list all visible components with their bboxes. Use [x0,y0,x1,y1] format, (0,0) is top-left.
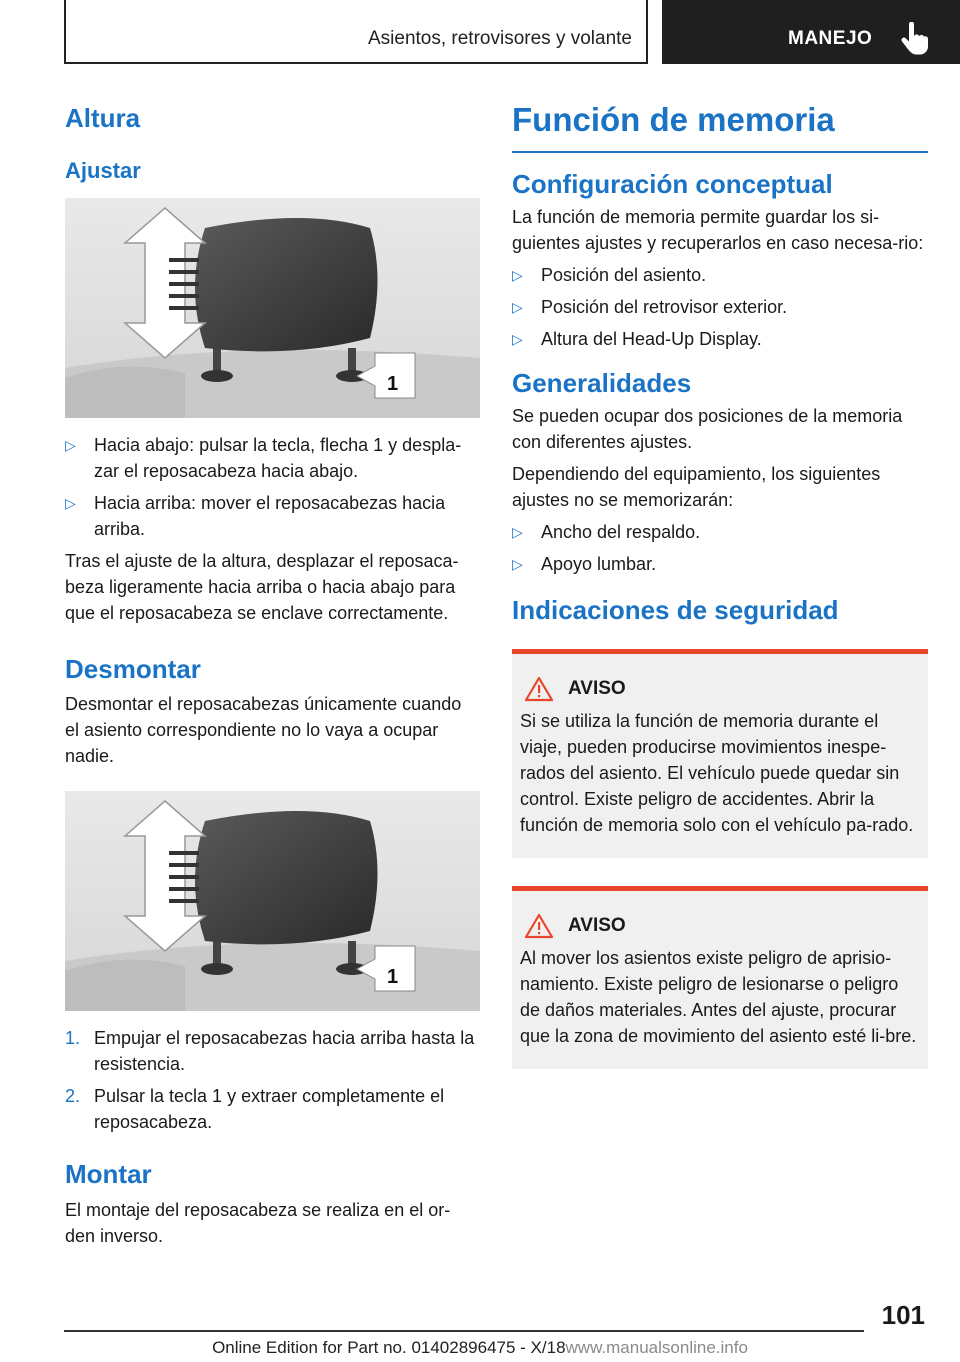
warning-title: AVISO [520,676,918,702]
triangle-right-icon: ▷ [512,556,523,573]
list-item: 1. Empujar el reposacabezas hacia arriba hasta la resistencia. [65,1028,475,1075]
concept-text: La función de memoria permite guardar los si‐guientes ajustes y recuperarlos en caso necesa‐rio: [512,207,924,254]
triangle-right-icon: ▷ [65,437,76,454]
heading-divider [512,151,928,153]
general-text-2: Dependiendo del equipamiento, los siguientes ajustes no se memorizarán: [512,464,881,511]
headrest-illustration-2 [65,791,480,1011]
headrest-illustration-1 [65,198,480,418]
triangle-right-icon: ▷ [512,331,523,348]
concept-bullet-list [512,262,928,352]
header-subtitle: Asientos, retrovisores y volante [367,28,632,49]
general-text-1: Se pueden ocupar dos posiciones de la memoria con diferentes ajustes. [512,406,903,453]
section-heading-montar: Montar [65,1159,152,1190]
hand-pointer-icon [898,22,928,56]
list-item: ▷ Posición del asiento. [512,262,928,288]
section-heading-generalidades: Generalidades [512,368,692,399]
headrest-figure-remove [65,791,480,1011]
list-item: ▷ Hacia arriba: mover el reposacabezas hacia arriba. [65,490,480,542]
subheading-ajustar: Ajustar [65,158,141,184]
list-item: ▷ Apoyo lumbar. [512,551,928,577]
section-heading-altura: Altura [65,103,141,133]
desmontar-text: Desmontar el reposacabezas únicamente cuando el asiento correspondiente no lo vaya a ocupar nadie. [65,694,462,767]
montar-text: El montaje del reposacabeza se realiza en el or‐den inverso. [65,1199,451,1246]
left-column [65,95,480,1249]
section-heading-desmontar: Desmontar [65,654,201,685]
header-chapter-tab [64,0,648,64]
warning-box [512,649,928,858]
adjust-bullet-list [65,432,480,542]
adjust-note: Tras el ajuste de la altura, desplazar el reposaca‐beza ligeramente hacia arriba o hacia abajo para que el reposacabeza se enclave correctamente. [65,551,459,624]
headrest-figure-adjust [65,198,480,418]
list-item: ▷ Posición del retrovisor exterior. [512,294,928,320]
triangle-right-icon: ▷ [512,524,523,541]
triangle-right-icon: ▷ [65,495,76,512]
chapter-heading-memoria: Función de memoria [512,101,835,138]
list-item: ▷ Ancho del respaldo. [512,519,928,545]
general-bullet-list [512,519,928,577]
header-section-tab [662,0,960,64]
warning-box [512,886,928,1069]
warning-text: Si se utiliza la función de memoria durante el viaje, pueden producirse movimientos inespe‐rados del asiento. El vehículo puede quedar sin control. Existe peligro de accidentes. Abrir la función de memoria solo con el vehículo pa‐rado. [520,710,914,835]
footer-edition: Online Edition for Part no. 01402896475 - X/18www.manualsonline.info [212,1338,748,1357]
warning-triangle-icon [524,676,554,702]
header-section-label: MANEJO [788,28,873,49]
warning-title: AVISO [520,913,918,939]
watermark: www.manualsonline.info [565,1338,748,1357]
triangle-right-icon: ▷ [512,267,523,284]
triangle-right-icon: ▷ [512,299,523,316]
list-item: 2. Pulsar la tecla 1 y extraer completamente el reposacabeza. [65,1086,445,1133]
remove-step-list [65,1025,480,1135]
figure1-callout: 1 [387,373,399,396]
list-item: ▷ Altura del Head-Up Display. [512,326,928,352]
warning-text: Al mover los asientos existe peligro de aprisio‐namiento. Existe peligro de lesionarse o peligro de daños materiales. Antes del ajuste, procurar que la zona de movimiento del asiento esté li‐bre. [520,947,917,1046]
section-heading-seguridad: Indicaciones de seguridad [512,595,839,626]
list-item: ▷ Hacia abajo: pulsar la tecla, flecha 1 y despla‐zar el reposacabeza hacia abajo. [65,432,480,484]
right-column [512,95,928,1069]
footer-divider [64,1330,864,1332]
warning-triangle-icon [524,913,554,939]
figure2-callout: 1 [387,966,399,989]
section-heading-configuracion: Configuración conceptual [512,169,833,199]
page-number: 101 [881,1300,925,1330]
